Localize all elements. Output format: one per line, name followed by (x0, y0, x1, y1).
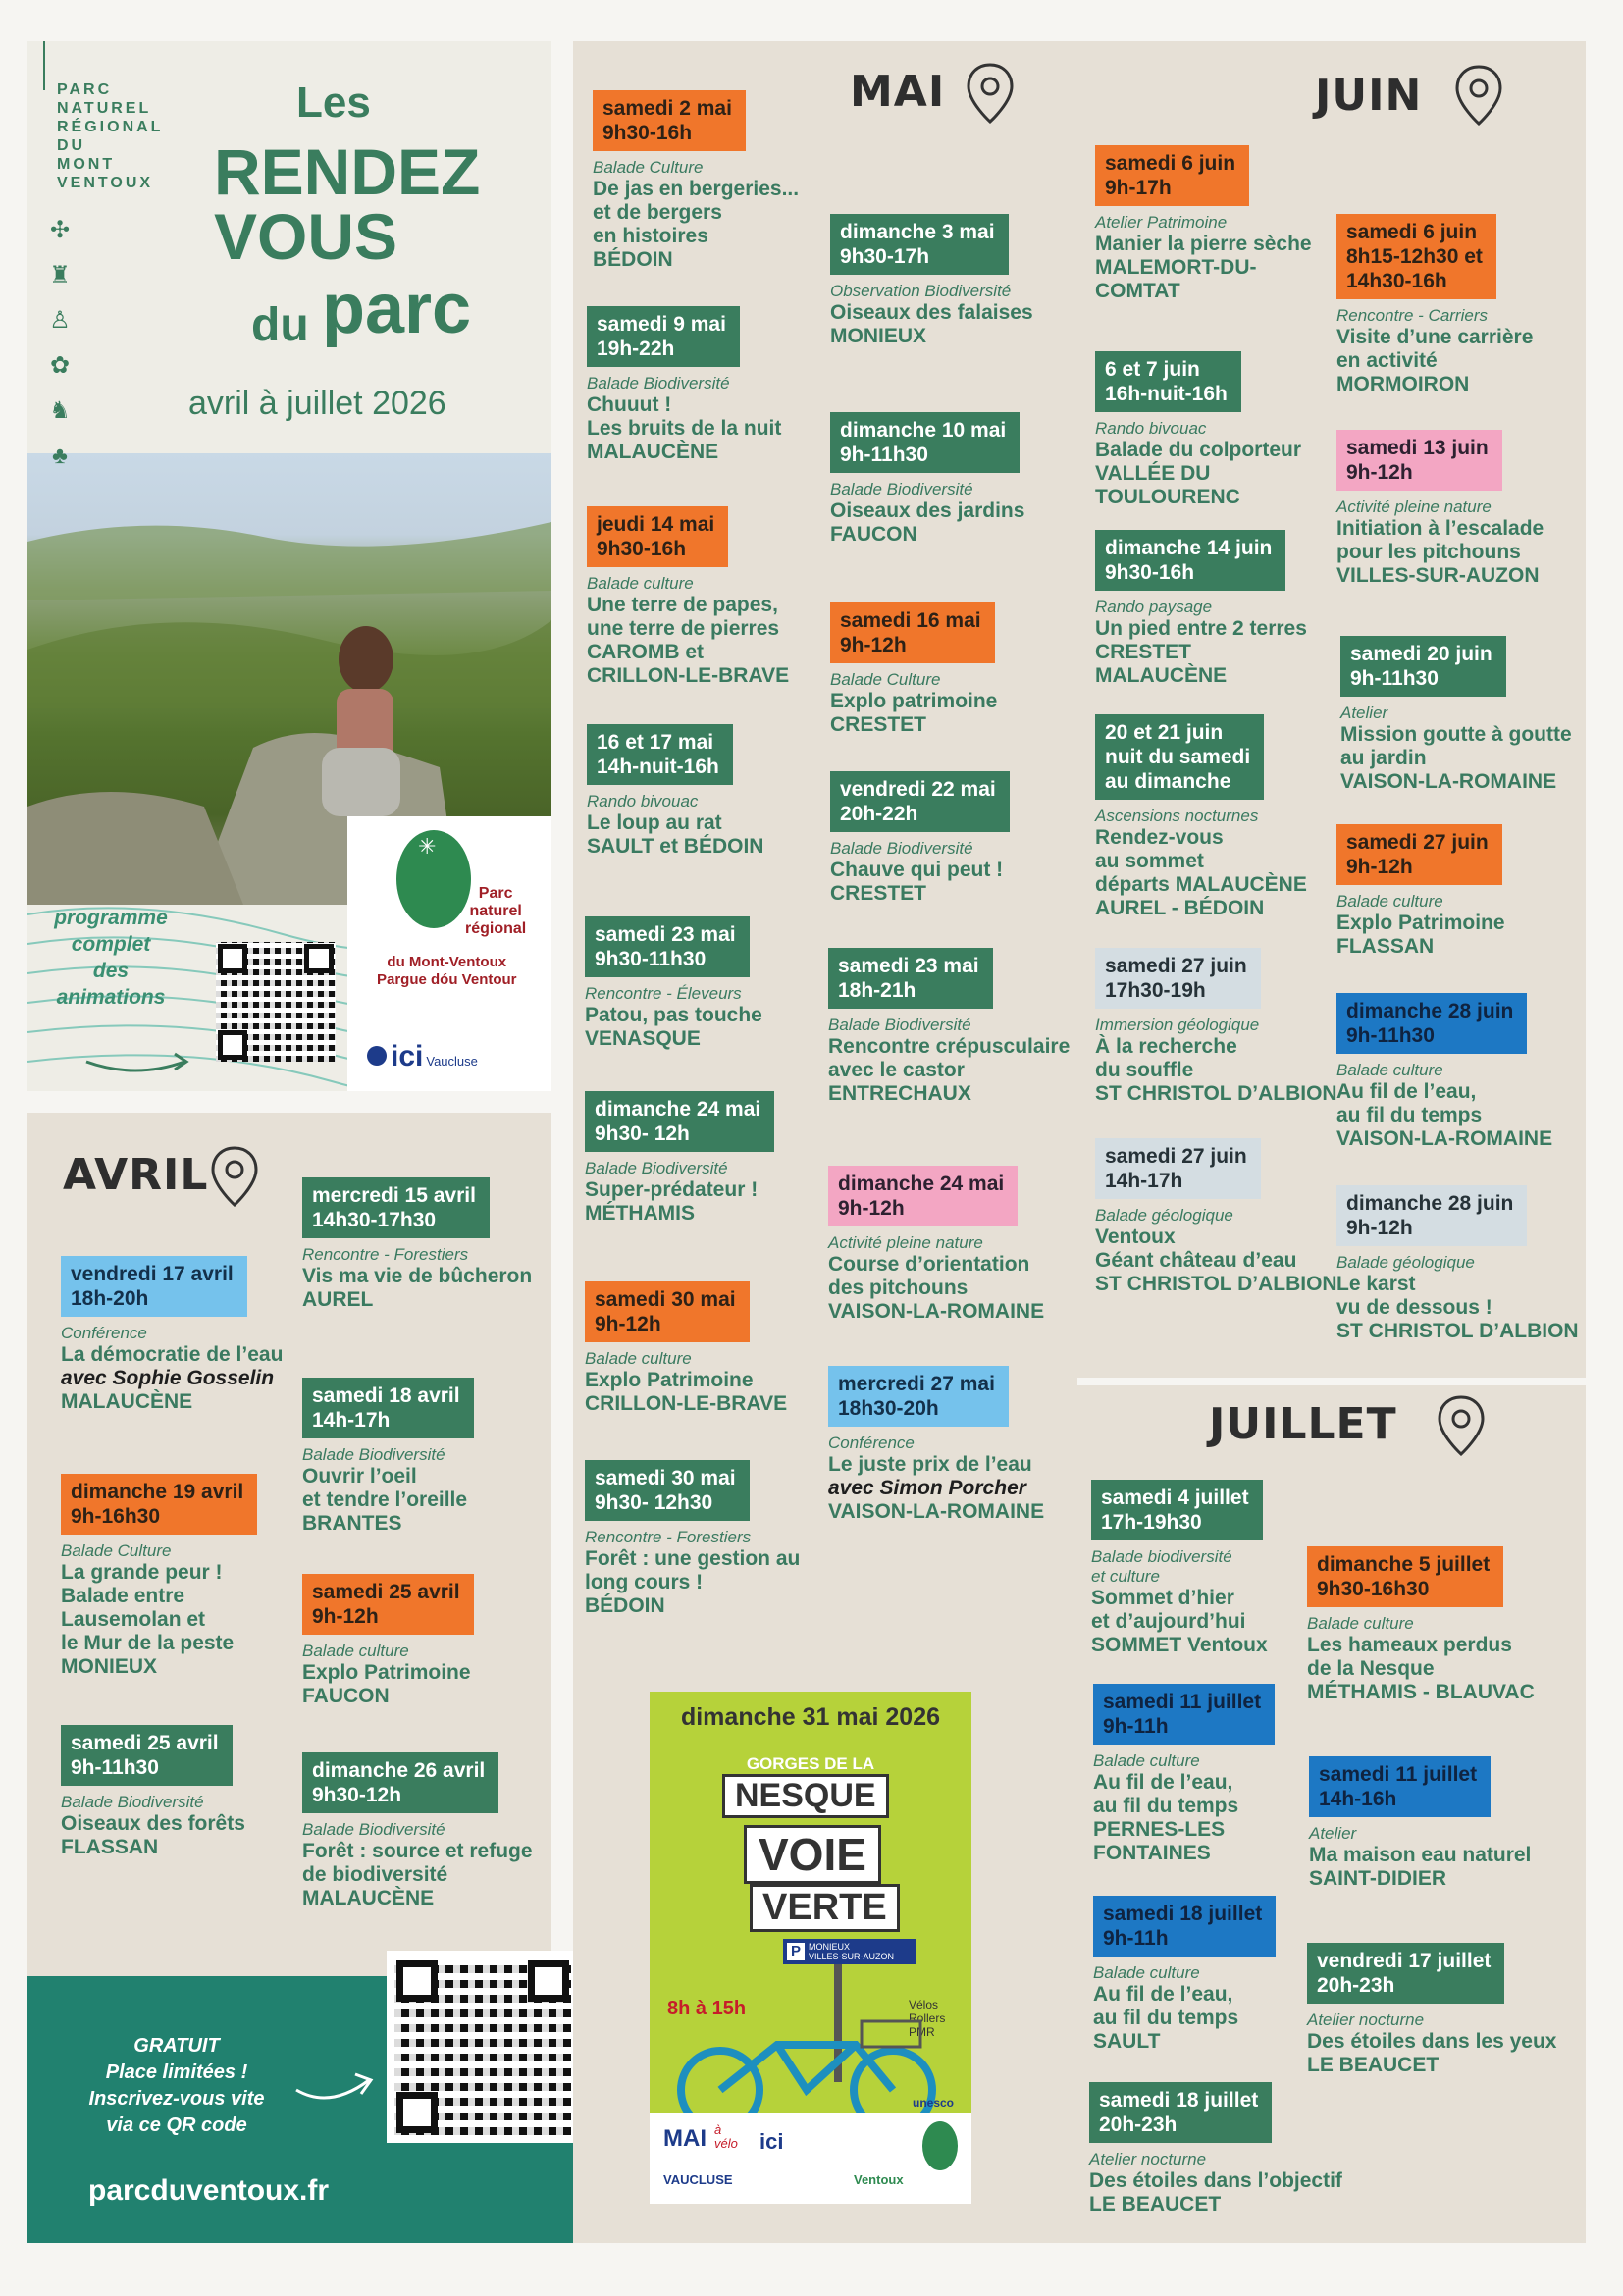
event-category: Atelier Patrimoine (1095, 213, 1228, 232)
event-title: Chuuut ! Les bruits de la nuit (587, 393, 782, 440)
event-title: Un pied entre 2 terres (1095, 617, 1307, 640)
event-place: CRESTET (830, 713, 927, 736)
event-category: Rencontre - Forestiers (302, 1245, 469, 1264)
event-category: Atelier nocturne (1307, 2010, 1425, 2029)
poster-velos: Vélos Rollers PMR (909, 1998, 946, 2039)
park-name-line: DU (57, 137, 86, 154)
event-place: FAUCON (830, 523, 917, 546)
event-speaker-text: avec Simon Porcher (828, 1477, 1026, 1499)
date-badge: samedi 30 mai 9h-12h (585, 1281, 750, 1342)
event-category: Balade Biodiversité (585, 1159, 728, 1177)
event-mai-11[interactable] (585, 1091, 820, 1226)
event-place: FAUCON (302, 1685, 390, 1707)
month-avril: AVRIL (63, 1150, 209, 1200)
event-place: VAISON-LA-ROMAINE (1336, 1127, 1553, 1150)
event-category: Balade culture (1336, 892, 1443, 911)
event-category: Balade culture (302, 1642, 409, 1660)
park-name-line: PARC (57, 81, 113, 98)
event-category: Balade Culture (593, 158, 704, 177)
event-place: MALAUCÈNE (587, 441, 719, 463)
star-icon: ✳ (418, 834, 437, 859)
event-category: Activité pleine nature (828, 1233, 983, 1252)
event-mai-1[interactable] (593, 90, 828, 272)
event-category: Balade culture (1093, 1963, 1200, 1982)
event-place: SAULT et BÉDOIN (587, 835, 764, 858)
event-category: Rencontre - Forestiers (585, 1528, 752, 1546)
poster-ventoux: Ventoux (854, 2172, 904, 2187)
event-category: Rencontre - Éleveurs (585, 984, 742, 1003)
date-badge: 20 et 21 juin nuit du samedi au dimanche (1095, 714, 1264, 800)
date-badge: samedi 23 mai 18h-21h (828, 948, 993, 1009)
event-mai-12[interactable] (828, 1166, 1073, 1324)
programme-text: programme complet des animations (54, 907, 168, 1009)
voie-verte-poster[interactable] (650, 1692, 971, 2204)
event-mai-6[interactable] (830, 602, 1066, 737)
event-avril-3[interactable] (302, 1378, 548, 1536)
event-place: MALAUCÈNE (302, 1887, 435, 1909)
date-badge: vendredi 17 avril 18h-20h (61, 1256, 247, 1317)
month-mai: MAI (850, 67, 946, 117)
poster-date: dimanche 31 mai 2026 (680, 1703, 941, 1731)
event-title: La grande peur ! Balade entre Lausemolan et le Mur de la peste (61, 1561, 235, 1654)
month-juillet: JUILLET (1209, 1399, 1397, 1449)
parking-icon: P (787, 1943, 805, 1960)
event-title: Au fil de l’eau, au fil du temps (1093, 1983, 1239, 2029)
date-badge: dimanche 24 mai 9h30- 12h (585, 1091, 774, 1152)
title-parc: parc (322, 270, 472, 348)
event-title: Des étoiles dans l’objectif (1089, 2169, 1342, 2192)
event-category: Balade Biodiversité (61, 1793, 204, 1811)
title-les: Les (296, 78, 371, 127)
event-juin-3[interactable] (1095, 351, 1331, 509)
date-badge: samedi 27 juin 17h30-19h (1095, 948, 1261, 1009)
poster-park-logo (922, 2121, 958, 2170)
event-mai-9[interactable] (585, 916, 820, 1051)
event-place: ST CHRISTOL D’ALBION (1095, 1273, 1337, 1295)
footer-gratuit: GRATUIT Place limitées ! Inscrivez-vous vite via ce QR code (88, 2035, 265, 2136)
date-badge: dimanche 28 juin 9h-11h30 (1336, 993, 1527, 1054)
event-juin-10[interactable] (1336, 993, 1582, 1151)
poster-gorges: GORGES DE LA (746, 1754, 875, 1773)
event-title: Une terre de papes, une terre de pierres (587, 594, 780, 640)
event-category: Balade culture (1093, 1751, 1200, 1770)
date-badge: dimanche 10 mai 9h-11h30 (830, 412, 1020, 473)
event-mai-14[interactable] (828, 1366, 1073, 1524)
event-title: Explo Patrimoine (585, 1369, 754, 1391)
event-juin-6[interactable] (1340, 636, 1576, 794)
event-title: Le juste prix de l’eau (828, 1453, 1032, 1476)
event-title: Les hameaux perdus de la Nesque (1307, 1634, 1512, 1680)
cover (27, 41, 551, 1091)
park-name-line: MONT (57, 156, 116, 173)
event-speaker (61, 1367, 306, 1390)
event-juillet-3[interactable] (1093, 1684, 1309, 1865)
event-title: Balade du colporteur (1095, 439, 1302, 461)
date-badge: samedi 9 mai 19h-22h (587, 306, 740, 367)
event-juin-2[interactable] (1336, 214, 1572, 396)
date-badge: dimanche 14 juin 9h30-16h (1095, 530, 1285, 591)
date-badge: vendredi 17 juillet 20h-23h (1307, 1943, 1504, 2004)
event-place: MÉTHAMIS - BLAUVAC (1307, 1681, 1535, 1703)
event-juin-8[interactable] (1336, 824, 1572, 959)
event-category: Balade Culture (830, 670, 941, 689)
event-place: MALAUCÈNE (61, 1390, 193, 1413)
location-pin-icon (964, 61, 1017, 126)
event-category: Balade géologique (1336, 1253, 1475, 1272)
event-title: Sommet d’hier et d’aujourd’hui (1091, 1587, 1246, 1633)
date-badge: dimanche 5 juillet 9h30-16h30 (1307, 1546, 1503, 1607)
event-place: VAISON-LA-ROMAINE (828, 1300, 1045, 1323)
date-badge: samedi 18 avril 14h-17h (302, 1378, 474, 1438)
date-badge: samedi 6 juin 8h15-12h30 et 14h30-16h (1336, 214, 1496, 299)
location-pin-icon (1435, 1393, 1488, 1458)
event-category: Atelier nocturne (1089, 2150, 1207, 2168)
event-category: Balade culture (587, 574, 694, 593)
event-category: Rencontre - Carriers (1336, 306, 1488, 325)
logo-sub-text: du Mont-Ventoux Pargue dóu Ventour (377, 954, 517, 988)
event-mai-5[interactable] (587, 506, 822, 688)
event-title: Initiation à l’escalade pour les pitchouns (1336, 517, 1544, 563)
date-badge: 16 et 17 mai 14h-nuit-16h (587, 724, 733, 785)
event-title: Rencontre crépusculaire avec le castor (828, 1035, 1071, 1081)
park-name-lines (57, 80, 175, 192)
park-name-line: RÉGIONAL (57, 119, 164, 135)
event-place: départs MALAUCÈNE AUREL - BÉDOIN (1095, 873, 1307, 919)
event-place: SAINT-DIDIER (1309, 1867, 1447, 1890)
event-title: Oiseaux des falaises (830, 301, 1033, 324)
date-badge: samedi 20 juin 9h-11h30 (1340, 636, 1506, 697)
date-badge: jeudi 14 mai 9h30-16h (587, 506, 728, 567)
event-title: Super-prédateur ! (585, 1178, 759, 1201)
poster-hours: 8h à 15h (667, 1998, 747, 2019)
event-mai-8[interactable] (830, 771, 1066, 906)
event-category: Atelier (1309, 1824, 1357, 1843)
title-du: du (251, 299, 309, 351)
event-title: Ventoux Géant château d’eau (1095, 1226, 1297, 1272)
building-icon: ♜ (49, 262, 71, 288)
date-badge: samedi 13 juin 9h-12h (1336, 430, 1502, 491)
date-badge: samedi 11 juillet 9h-11h (1093, 1684, 1275, 1745)
event-avril-7[interactable] (302, 1752, 557, 1910)
logo-parc-text: Parc naturel régional (465, 885, 527, 937)
event-place: CAROMB et CRILLON-LE-BRAVE (587, 641, 790, 687)
event-place: MORMOIRON (1336, 373, 1470, 395)
event-juillet-2[interactable] (1307, 1546, 1572, 1704)
event-title: Oiseaux des forêts (61, 1812, 245, 1835)
event-mai-13[interactable] (585, 1281, 820, 1416)
flower-icon: ✿ (49, 352, 71, 379)
event-avril-1[interactable] (302, 1177, 548, 1312)
event-title: Ma maison eau naturel (1309, 1844, 1532, 1866)
park-logo-card (347, 816, 551, 1091)
event-title: Mission goutte à goutte au jardin (1340, 723, 1572, 769)
event-category: Conférence (61, 1324, 147, 1342)
event-title: Au fil de l’eau, au fil du temps (1336, 1080, 1483, 1126)
date-badge: dimanche 3 mai 9h30-17h (830, 214, 1009, 275)
event-category: Balade Biodiversité (302, 1820, 445, 1839)
location-pin-icon (1452, 63, 1505, 128)
event-title: Rendez-vous au sommet (1095, 826, 1224, 872)
hiker-icon: ♙ (49, 307, 71, 334)
poster-verte: VERTE (750, 1884, 900, 1932)
event-juin-5[interactable] (1095, 530, 1331, 688)
animals-icon: ♞ (49, 397, 71, 424)
event-category: Immersion géologique (1095, 1016, 1260, 1034)
date-badge: samedi 30 mai 9h30- 12h30 (585, 1460, 750, 1521)
event-title: Au fil de l’eau, au fil du temps (1093, 1771, 1239, 1817)
event-place: ENTRECHAUX (828, 1082, 971, 1105)
event-title: À la recherche du souffle (1095, 1035, 1237, 1081)
footer-url[interactable]: parcduventoux.fr (88, 2174, 330, 2207)
event-place: FLASSAN (1336, 935, 1435, 958)
event-mai-4[interactable] (830, 412, 1066, 547)
event-category: Ascensions nocturnes (1095, 807, 1259, 825)
event-title: Patou, pas touche (585, 1004, 762, 1026)
event-category: Balade biodiversité et culture (1091, 1547, 1232, 1586)
event-juillet-4[interactable] (1309, 1756, 1574, 1891)
event-avril-6[interactable] (61, 1725, 306, 1859)
event-place: MÉTHAMIS (585, 1202, 695, 1225)
event-speaker (828, 1477, 1073, 1500)
event-place: CRESTET MALAUCÈNE (1095, 641, 1228, 687)
event-avril-2[interactable] (61, 1256, 306, 1414)
event-juin-9[interactable] (1095, 948, 1340, 1106)
event-category: Activité pleine nature (1336, 497, 1492, 516)
parking-sign (783, 1939, 916, 1964)
date-badge: samedi 18 juillet 9h-11h (1093, 1896, 1276, 1957)
park-name-line: VENTOUX (57, 175, 154, 191)
event-title: Visite d’une carrière en activité (1336, 326, 1534, 372)
event-juillet-6[interactable] (1307, 1943, 1578, 2077)
event-juillet-7[interactable] (1089, 2082, 1374, 2217)
ici-dot-icon (367, 1046, 387, 1066)
event-place: LE BEAUCET (1089, 2193, 1222, 2216)
poster-voie: VOIE (744, 1825, 881, 1884)
event-category: Balade Biodiversité (828, 1016, 971, 1034)
event-category: Balade géologique (1095, 1206, 1233, 1225)
event-place: AUREL (302, 1288, 374, 1311)
date-badge: vendredi 22 mai 20h-22h (830, 771, 1010, 832)
event-category: Balade Biodiversité (830, 839, 973, 858)
event-mai-10[interactable] (828, 948, 1073, 1106)
event-category: Balade Biodiversité (587, 374, 730, 392)
event-speaker-text: avec Sophie Gosselin (61, 1367, 275, 1389)
event-juin-11[interactable] (1095, 1138, 1340, 1296)
event-category: Rando paysage (1095, 598, 1213, 616)
event-place: LE BEAUCET (1307, 2054, 1440, 2076)
month-juin: JUIN (1315, 71, 1423, 121)
event-title: La démocratie de l’eau (61, 1343, 284, 1366)
date-badge: dimanche 19 avril 9h-16h30 (61, 1474, 257, 1535)
event-place: VAISON-LA-ROMAINE (1340, 770, 1557, 793)
event-category: Conférence (828, 1434, 915, 1452)
event-place: ST CHRISTOL D’ALBION (1336, 1320, 1579, 1342)
event-avril-5[interactable] (302, 1574, 548, 1708)
event-place: BÉDOIN (585, 1594, 665, 1617)
event-place: ST CHRISTOL D’ALBION (1095, 1082, 1337, 1105)
event-juin-12[interactable] (1336, 1185, 1582, 1343)
poster-nesque: NESQUE (722, 1774, 889, 1818)
poster-mai: MAI (663, 2125, 707, 2152)
event-title: Le karst vu de dessous ! (1336, 1273, 1492, 1319)
parking-text: MONIEUX VILLES-SUR-AUZON (809, 1942, 895, 1961)
date-badge: mercredi 15 avril 14h30-17h30 (302, 1177, 490, 1238)
event-place: MONIEUX (830, 325, 927, 347)
ici-logo (367, 1040, 478, 1073)
event-mai-2[interactable] (830, 214, 1066, 348)
event-place: CRILLON-LE-BRAVE (585, 1392, 788, 1415)
event-category: Balade Biodiversité (302, 1445, 445, 1464)
dragonfly-icon: ✣ (49, 217, 71, 243)
event-mai-3[interactable] (587, 306, 822, 464)
event-category: Balade Culture (61, 1541, 172, 1560)
event-title: Explo Patrimoine (1336, 912, 1505, 934)
event-category: Balade culture (1336, 1061, 1443, 1079)
date-badge: mercredi 27 mai 18h30-20h (828, 1366, 1009, 1427)
poster-vaucluse: VAUCLUSE (663, 2172, 733, 2187)
date-badge: samedi 6 juin 9h-17h (1095, 145, 1249, 206)
park-name-line: NATUREL (57, 100, 152, 117)
event-title: De jas en bergeries... et de bergers en histoires (593, 178, 800, 247)
event-place: PERNES-LES FONTAINES (1093, 1818, 1226, 1864)
ici-sub: Vaucluse (426, 1054, 478, 1069)
date-badge: samedi 23 mai 9h30-11h30 (585, 916, 750, 977)
event-title: Oiseaux des jardins (830, 499, 1025, 522)
event-title: Forêt : source et refuge de biodiversité (302, 1840, 533, 1886)
event-category: Balade culture (1307, 1614, 1414, 1633)
date-badge: dimanche 28 juin 9h-12h (1336, 1185, 1527, 1246)
tree-icon: ♣ (52, 443, 68, 469)
date-badge: samedi 25 avril 9h-12h (302, 1574, 474, 1635)
ici-label: ici (391, 1040, 424, 1072)
event-title: Chauve qui peut ! (830, 859, 1004, 881)
event-place: CRESTET (830, 882, 927, 905)
date-badge: samedi 27 juin 9h-12h (1336, 824, 1502, 885)
event-title: Vis ma vie de bûcheron (302, 1265, 533, 1287)
event-category: Observation Biodiversité (830, 282, 1012, 300)
event-place: VILLES-SUR-AUZON (1336, 564, 1540, 587)
event-title: Le loup au rat (587, 811, 722, 834)
theme-icons (45, 208, 75, 479)
event-place: BRANTES (302, 1512, 402, 1535)
event-category: Balade culture (585, 1349, 692, 1368)
date-badge: dimanche 24 mai 9h-12h (828, 1166, 1018, 1226)
arrow-icon (290, 2061, 379, 2110)
date-badge: samedi 25 avril 9h-11h30 (61, 1725, 233, 1786)
date-badge: samedi 18 juillet 20h-23h (1089, 2082, 1272, 2143)
event-category: Rando bivouac (587, 792, 699, 810)
event-place: FLASSAN (61, 1836, 159, 1858)
date-badge: 6 et 7 juin 16h-nuit-16h (1095, 351, 1241, 412)
event-juillet-5[interactable] (1093, 1896, 1309, 2054)
event-place: VAISON-LA-ROMAINE (828, 1500, 1045, 1523)
event-avril-4[interactable] (61, 1474, 306, 1679)
event-category: Rando bivouac (1095, 419, 1207, 438)
date-badge: samedi 2 mai 9h30-16h (593, 90, 746, 151)
event-title: Forêt : une gestion au long cours ! (585, 1547, 801, 1593)
event-place: MONIEUX (61, 1655, 158, 1678)
event-title: Explo Patrimoine (302, 1661, 471, 1684)
event-title: Ouvrir l’oeil et tendre l’oreille (302, 1465, 468, 1511)
poster-ici: ici (759, 2129, 784, 2154)
vertical-rule (43, 41, 45, 90)
event-juin-1[interactable] (1095, 145, 1331, 303)
event-place: BÉDOIN (593, 248, 673, 271)
event-place: MALEMORT-DU- COMTAT (1095, 256, 1257, 302)
event-place: SAULT (1093, 2030, 1161, 2053)
poster-velo: à vélo (714, 2122, 738, 2151)
event-mai-15[interactable] (585, 1460, 820, 1618)
event-title: Des étoiles dans les yeux (1307, 2030, 1557, 2053)
event-juin-7[interactable] (1095, 714, 1331, 920)
cover-dates: avril à juillet 2026 (188, 385, 446, 422)
poster-unesco: unesco (913, 2096, 955, 2110)
event-title: Course d’orientation des pitchouns (828, 1253, 1030, 1299)
event-juin-4[interactable] (1336, 430, 1582, 588)
event-place: VENASQUE (585, 1027, 701, 1050)
qr-code-cover[interactable] (216, 942, 336, 1062)
event-mai-7[interactable] (587, 724, 822, 859)
location-pin-icon (208, 1144, 261, 1209)
date-badge: samedi 16 mai 9h-12h (830, 602, 995, 663)
qr-code-footer[interactable] (387, 1951, 579, 2143)
event-category: Atelier (1340, 704, 1388, 722)
event-place: SOMMET Ventoux (1091, 1634, 1268, 1656)
date-badge: samedi 27 juin 14h-17h (1095, 1138, 1261, 1199)
event-title: Explo patrimoine (830, 690, 998, 712)
event-title: Manier la pierre sèche (1095, 233, 1312, 255)
title-rendez-vous: RENDEZ VOUS (214, 135, 481, 273)
event-juillet-1[interactable] (1091, 1480, 1327, 1657)
date-badge: dimanche 26 avril 9h30-12h (302, 1752, 498, 1813)
event-category: Balade Biodiversité (830, 480, 973, 498)
event-place: VALLÉE DU TOULOURENC (1095, 462, 1240, 508)
date-badge: samedi 4 juillet 17h-19h30 (1091, 1480, 1263, 1540)
date-badge: samedi 11 juillet 14h-16h (1309, 1756, 1491, 1817)
